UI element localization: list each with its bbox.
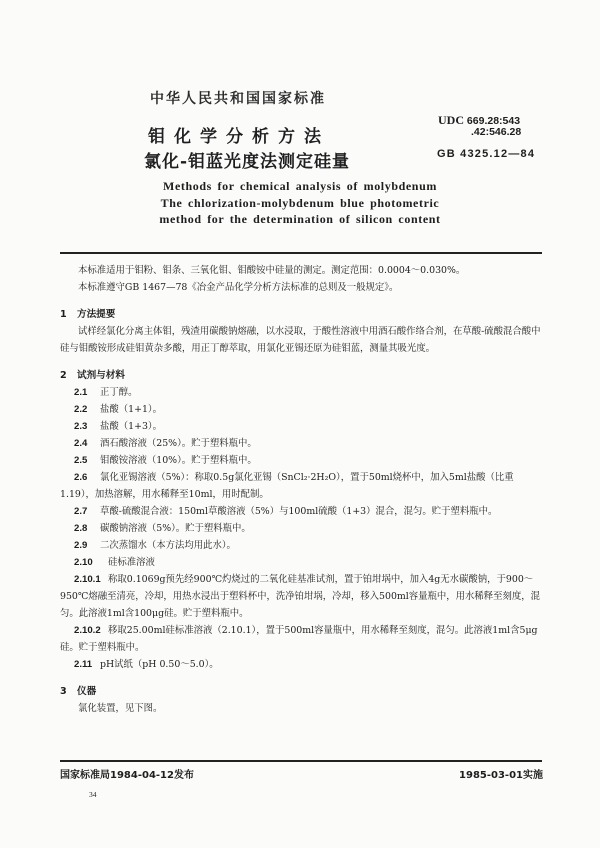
list-item-2-7: 2.7 草酸-硫酸混合液：150ml草酸溶液（5%）与100ml硫酸（1+3）混合，混匀。贮于塑料瓶中。 <box>74 506 498 517</box>
list-item-2-9: 2.9 二次蒸馏水（本方法均用此水）。 <box>74 540 236 551</box>
section-title: 试剂与材料 <box>77 370 125 381</box>
title-cn-line2: 氯化-钼蓝光度法测定硅量 <box>144 152 351 172</box>
section-number: 3 <box>60 686 67 697</box>
list-item-2-10-1: 2.10.1 称取0.1069g预先经900℃灼烧过的二氧化硅基准试剂，置于铂坩埚中，加入4g无水碳酸钠，于900～950℃熔融至清亮，冷却，用热水浸出于塑料杯中，洗净铂坩埚，冷却，移入500ml容量瓶中，用水稀释至刻度，混匀。此溶液1ml含100μg硅。贮于塑料瓶中。 <box>60 574 541 619</box>
list-item-2-4: 2.4 酒石酸溶液（25%）。贮于塑料瓶中。 <box>74 438 257 449</box>
page-number: 34 <box>89 790 97 799</box>
section-1-heading <box>60 306 542 323</box>
section-2-heading <box>60 367 542 384</box>
title-cn-line1: 钼化学分析方法 <box>148 127 330 147</box>
document-body <box>60 262 542 717</box>
title-en-line3: method for the determination of silicon content <box>159 212 441 226</box>
list-item-2-2: 2.2 盐酸（1+1）。 <box>74 404 162 415</box>
intro-compliance: 本标准遵守GB 1467—78《冶金产品化学分析方法标准的总则及一般规定》。 <box>78 282 399 293</box>
udc-label: UDC <box>438 113 464 127</box>
udc-line2: .42:546.28 <box>471 126 522 138</box>
issued-date: 国家标准局1984-04-12发布 <box>60 770 194 781</box>
intro-scope: 本标准适用于钼粉、钼条、三氧化钼、钼酸铵中硅量的测定。测定范围：0.0004～0.030%。 <box>78 265 466 276</box>
section-title: 方法提要 <box>77 309 116 320</box>
effective-date: 1985-03-01实施 <box>459 770 543 781</box>
list-item-2-8: 2.8 碳酸钠溶液（5%）。贮于塑料瓶中。 <box>74 523 251 534</box>
gb-number: GB 4325.12—84 <box>437 148 536 160</box>
list-item-2-6: 2.6 氯化亚锡溶液（5%）：称取0.5g氯化亚锡（SnCl₂·2H₂O），置于50ml烧杯中，加入5ml盐酸（比重1.19），加热溶解，用水稀释至10ml，用时配制。 <box>60 472 514 500</box>
section-3-body: 氯化装置，见下图。 <box>78 703 163 714</box>
udc-code <box>438 115 521 138</box>
list-item-2-11: 2.11 pH试纸（pH 0.50～5.0）。 <box>74 659 219 670</box>
footer-divider <box>60 760 542 762</box>
section-3-heading <box>60 683 542 700</box>
title-en-line1: Methods for chemical analysis of molybdenum <box>163 179 437 193</box>
title-en <box>110 178 490 228</box>
section-1-body: 试样经氯化分离主体钼，残渣用碳酸钠熔融，以水浸取，于酸性溶液中用酒石酸作络合剂，在草酸-硫酸混合酸中硅与钼酸铵形成硅钼黄杂多酸，用正丁醇萃取，用氯化亚锡还原为硅钼蓝，测量其吸光度。 <box>60 326 541 354</box>
national-standard-label: 中华人民共和国国家标准 <box>150 91 326 107</box>
section-title: 仪器 <box>77 686 97 697</box>
title-en-line2: The chlorization-molybdenum blue photometric <box>160 195 440 210</box>
list-item-2-10: 2.10 硅标准溶液 <box>74 557 155 568</box>
udc-line1: 669.28:543 <box>466 115 521 127</box>
list-item-2-3: 2.3 盐酸（1+3）。 <box>74 421 162 432</box>
header-divider <box>60 252 542 254</box>
section-number: 2 <box>60 370 67 381</box>
list-item-2-10-2: 2.10.2 移取25.00ml硅标准溶液（2.10.1），置于500ml容量瓶中，用水稀释至刻度，混匀。此溶液1ml含5μg硅。贮于塑料瓶中。 <box>60 625 538 653</box>
list-item-2-5: 2.5 钼酸铵溶液（10%）。贮于塑料瓶中。 <box>74 455 257 466</box>
section-number: 1 <box>60 309 67 320</box>
list-item-2-1: 2.1 正丁醇。 <box>74 387 138 398</box>
